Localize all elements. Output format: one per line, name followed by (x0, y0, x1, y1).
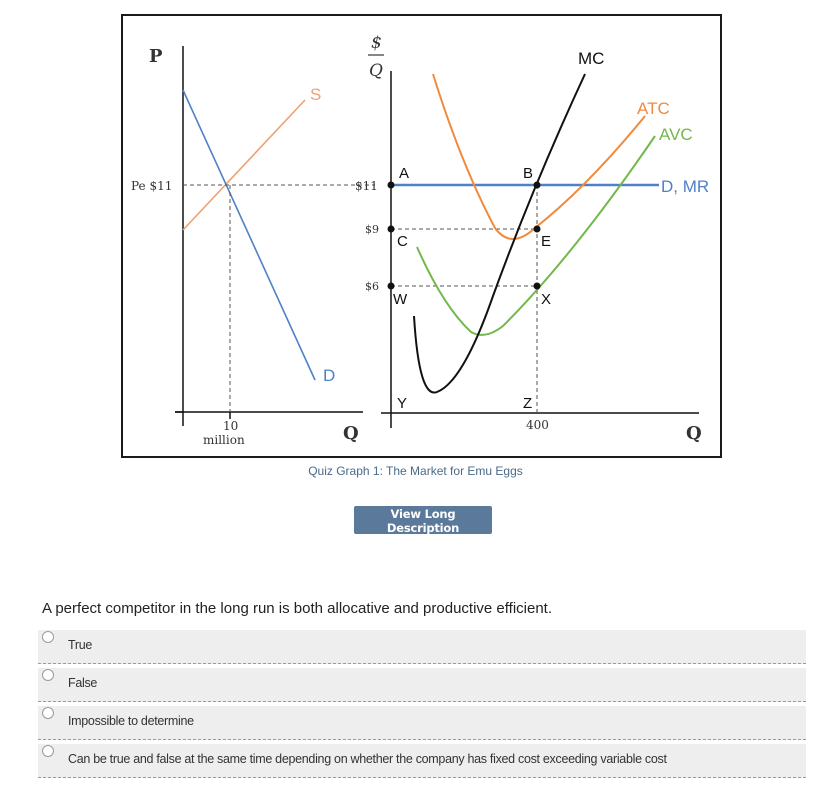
market-price-label: Pe $11 (131, 179, 173, 193)
radio-button[interactable] (42, 669, 54, 681)
answer-option-false[interactable] (38, 668, 806, 702)
quantity-tick-400: 400 (526, 418, 549, 432)
market-graph (121, 14, 722, 458)
price-tick-6: $6 (365, 280, 379, 293)
demand-label: D (323, 366, 336, 385)
option-label: Can be true and false at the same time depending on whether the company has fixed cost exceeding variable cost (68, 752, 667, 766)
supply-label: S (310, 85, 322, 104)
atc-curve (433, 74, 645, 239)
point-a (388, 182, 395, 189)
view-long-description-button[interactable]: View Long Description (354, 506, 492, 534)
d-mr-label: D, MR (661, 177, 710, 196)
market-quantity-label: 10 (223, 419, 239, 433)
left-x-axis-label: Q (343, 423, 359, 444)
label-b: B (523, 165, 534, 182)
avc-label: AVC (659, 125, 693, 144)
right-y-axis-dollar: $ (371, 33, 382, 53)
avc-curve (417, 136, 655, 335)
price-tick-9: $9 (365, 223, 379, 236)
left-y-axis-label: P (149, 46, 163, 67)
point-w (388, 283, 395, 290)
answer-option-impossible[interactable] (38, 706, 806, 740)
option-label: False (68, 676, 98, 690)
label-x: X (541, 291, 552, 308)
price-tick-11: $11 (355, 179, 378, 193)
mc-label: MC (578, 49, 605, 68)
atc-label: ATC (637, 99, 670, 118)
answer-option-true[interactable] (38, 630, 806, 664)
label-a: A (399, 165, 410, 182)
radio-button[interactable] (42, 631, 54, 643)
graph-svg (123, 16, 724, 460)
demand-curve (183, 90, 315, 380)
label-c: C (397, 233, 408, 250)
label-z: Z (523, 395, 533, 412)
point-e (534, 226, 541, 233)
question-text: A perfect competitor in the long run is both allocative and productive efficient. (42, 600, 553, 617)
market-quantity-unit: million (203, 433, 245, 447)
right-x-axis-label: Q (686, 423, 702, 444)
point-b (534, 182, 541, 189)
point-x (534, 283, 541, 290)
point-c (388, 226, 395, 233)
option-label: True (68, 638, 93, 652)
answer-option-depends[interactable] (38, 744, 806, 778)
option-label: Impossible to determine (68, 714, 194, 728)
label-y: Y (397, 395, 408, 412)
label-w: W (393, 291, 408, 308)
graph-caption: Quiz Graph 1: The Market for Emu Eggs (308, 464, 523, 478)
radio-button[interactable] (42, 745, 54, 757)
radio-button[interactable] (42, 707, 54, 719)
supply-curve (183, 100, 305, 230)
label-e: E (541, 233, 552, 250)
right-y-axis-q: Q (369, 61, 383, 81)
